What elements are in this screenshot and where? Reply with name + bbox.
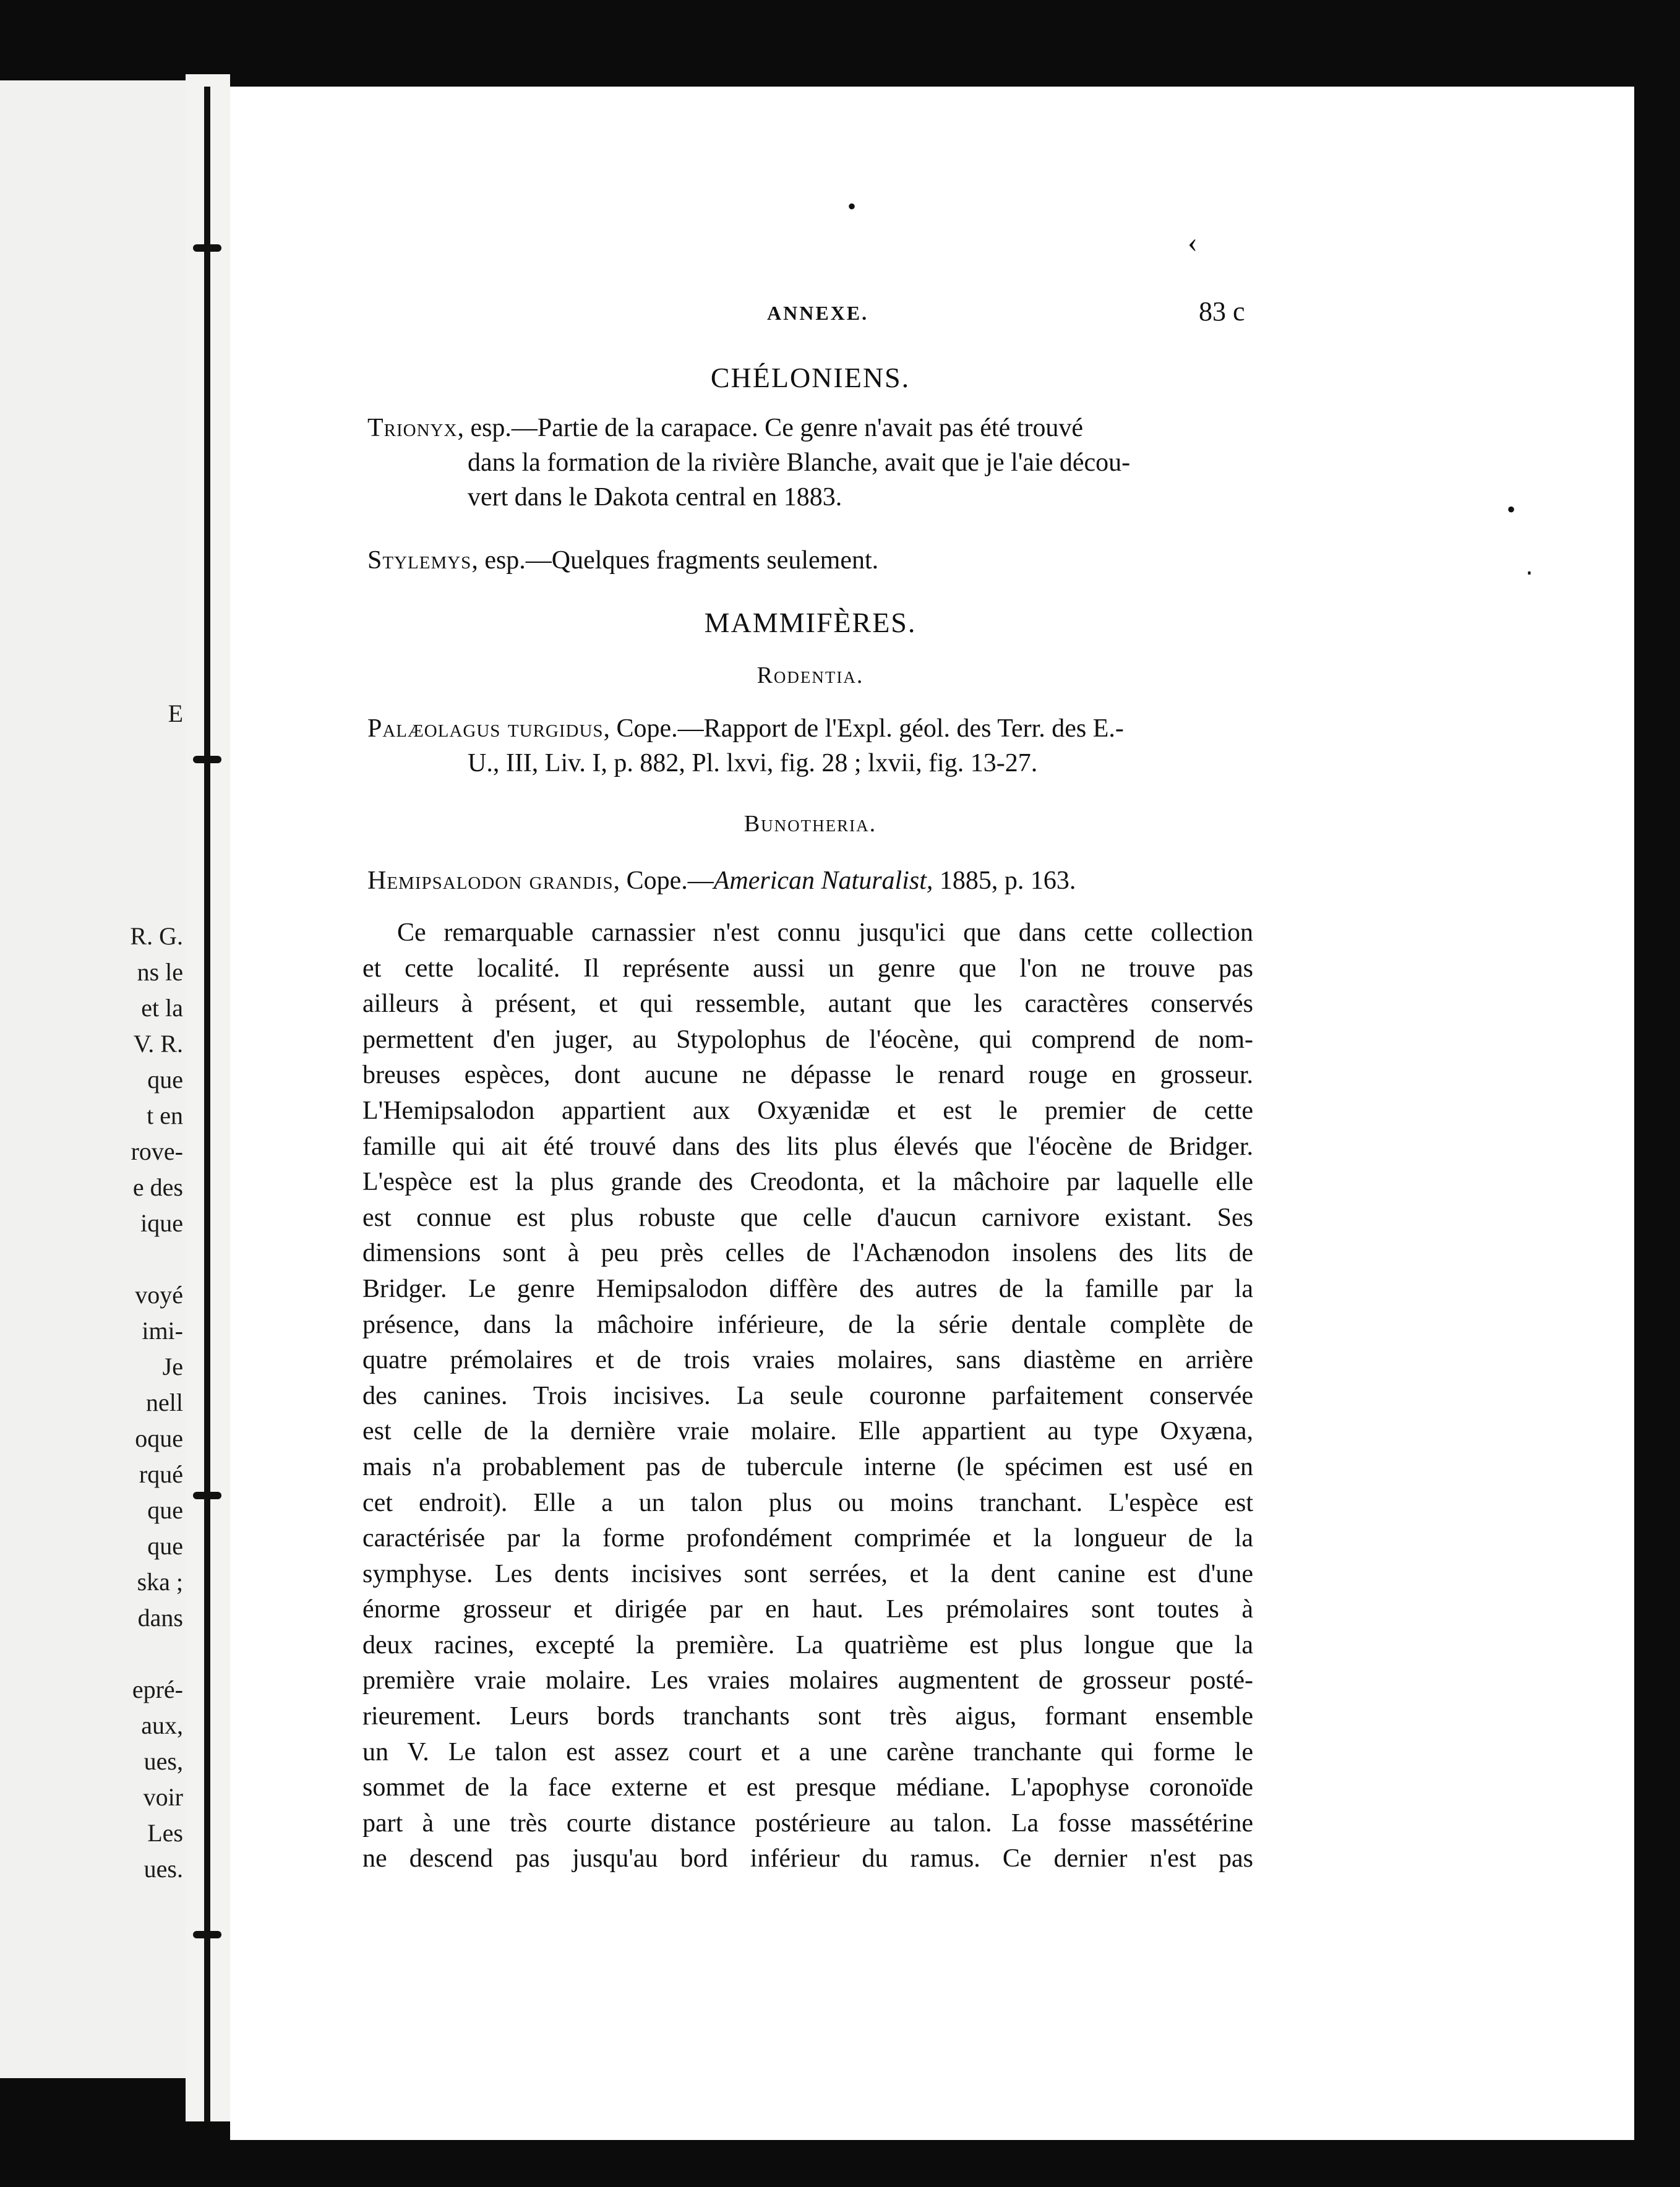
left-page-text-fragment: e des — [132, 1173, 183, 1201]
entry-stylemys — [367, 543, 1252, 578]
body-text-line: des canines. Trois incisives. La seule couronne parfaitement conservée — [362, 1381, 1253, 1410]
left-page-text-fragment: R. G. — [130, 922, 183, 950]
binding-thread-mark — [193, 244, 221, 252]
body-text-line: cet endroit). Elle a un talon plus ou moins tranchant. L'espèce est — [362, 1488, 1253, 1517]
genus-name: Stylemys — [367, 546, 472, 575]
left-page-text-fragment: V. R. — [133, 1030, 183, 1058]
entry-continuation-line: U., III, Liv. I, p. 882, Pl. lxvi, fig. 28 ; lxvii, fig. 13-27. — [468, 749, 1038, 777]
genus-name: Trionyx — [367, 414, 458, 442]
body-text-line: est celle de la dernière vraie molaire. Elle appartient au type Oxyæna, — [362, 1417, 1253, 1446]
entry-palaeolagus — [367, 711, 1252, 781]
entry-text: 1885, p. 163. — [933, 867, 1076, 895]
left-page-text-fragment: rqué — [139, 1460, 183, 1488]
body-text-line: mais n'a probablement pas de tubercule interne (le spécimen est usé en — [362, 1452, 1253, 1481]
entry-text: , Cope.— — [613, 867, 714, 895]
left-page-text-fragment: epré- — [132, 1676, 183, 1703]
body-text-line: permettent d'en juger, au Stypolophus de l'éocène, qui comprend de nom- — [362, 1025, 1253, 1054]
margin-dot-mark: • — [847, 192, 857, 220]
body-text-line: caractérisée par la forme profondément comprimée et la longueur de la — [362, 1524, 1253, 1553]
left-page-fragment — [0, 80, 186, 2078]
body-text-line: dimensions sont à peu près celles de l'Achænodon insolens des lits de — [362, 1239, 1253, 1268]
left-page-text-fragment: voyé — [135, 1281, 183, 1309]
section-title-cheloniens: CHÉLONIENS. — [710, 362, 911, 393]
body-text-line: un V. Le talon est assez court et a une carène tranchante qui forme le — [362, 1737, 1253, 1766]
body-text-line: Ce remarquable carnassier n'est connu jusqu'ici que dans cette collection — [397, 918, 1253, 947]
left-page-text-fragment: et la — [141, 994, 183, 1022]
binding-thread-mark — [193, 756, 221, 763]
left-page-text-fragment: voir — [143, 1783, 183, 1811]
left-page-text-fragment: t en — [147, 1102, 183, 1129]
body-text-line: L'Hemipsalodon appartient aux Oxyænidæ et est le premier de cette — [362, 1096, 1253, 1125]
body-text-line: est connue est plus robuste que celle d'aucun carnivore existant. Ses — [362, 1203, 1253, 1232]
entry-first-line — [367, 863, 1252, 898]
body-text-line: ailleurs à présent, et qui ressemble, autant que les caractères conservés — [362, 990, 1253, 1019]
margin-dot-mark: • — [1507, 495, 1516, 523]
margin-pencil-mark: ‹ — [1188, 226, 1198, 259]
body-text-line: breuses espèces, dont aucune ne dépasse le renard rouge en grosseur. — [362, 1061, 1253, 1090]
entry-continuation-line: vert dans le Dakota central en 1883. — [468, 483, 842, 511]
binding-shadow-line — [204, 87, 210, 2121]
entry-continuation-line: dans la formation de la rivière Blanche, avait que je l'aie décou- — [468, 448, 1131, 477]
entry-trionyx — [367, 411, 1252, 515]
genus-name: Hemipsalodon grandis — [367, 867, 614, 895]
left-page-text-fragment: rove- — [131, 1137, 183, 1165]
entry-first-line — [367, 711, 1252, 746]
left-page-text-fragment: que — [147, 1496, 183, 1524]
left-page-text-fragment: ska ; — [137, 1568, 183, 1596]
body-text-line: et cette localité. Il représente aussi un genre que l'on ne trouve pas — [362, 954, 1253, 983]
left-page-text-fragment: que — [147, 1066, 183, 1094]
body-text-line: famille qui ait été trouvé dans des lits plus élevés que l'éocène de Bridger. — [362, 1132, 1253, 1161]
running-header-title: ANNEXE. — [767, 302, 869, 324]
body-text-line: Bridger. Le genre Hemipsalodon diffère des autres de la famille par la — [362, 1274, 1253, 1303]
body-paragraph — [362, 915, 1253, 1877]
body-text-line: présence, dans la mâchoire inférieure, de la série dentale complète de — [362, 1310, 1253, 1339]
entry-hemipsalodon — [367, 863, 1252, 898]
body-text-line: L'espèce est la plus grande des Creodonta, et la mâchoire par laquelle elle — [362, 1168, 1253, 1197]
body-text-line: part à une très courte distance postérieure au talon. La fosse massétérine — [362, 1808, 1253, 1838]
left-page-text-fragment: ns le — [137, 958, 183, 986]
left-page-text-fragment: Les — [147, 1819, 183, 1847]
left-page-text-fragment: E — [168, 700, 183, 727]
binding-thread-mark — [193, 1492, 221, 1499]
left-page-text-fragment: aux, — [141, 1711, 183, 1739]
left-page-text-fragment: dans — [137, 1604, 183, 1632]
body-text-line: rieurement. Leurs bords tranchants sont très aigus, formant ensemble — [362, 1702, 1253, 1731]
left-page-text-fragment: nell — [146, 1389, 183, 1416]
entry-text: , esp.—Quelques fragments seulement. — [471, 546, 879, 575]
left-page-text-fragment: Je — [162, 1353, 183, 1380]
body-text-line: première vraie molaire. Les vraies molaires augmentent de grosseur posté- — [362, 1666, 1253, 1695]
left-page-text-fragment: ique — [140, 1209, 183, 1237]
entry-first-line — [367, 411, 1252, 445]
body-text-line: quatre prémolaires et de trois vraies molaires, sans diastème en arrière — [362, 1346, 1253, 1375]
entry-first-line — [367, 543, 1252, 578]
body-text-line: symphyse. Les dents incisives sont serrées, et la dent canine est d'une — [362, 1559, 1253, 1588]
page-number: 83 c — [1199, 296, 1245, 327]
body-text-line: ne descend pas jusqu'au bord inférieur du ramus. Ce dernier n'est pas — [362, 1844, 1253, 1873]
subsection-title-rodentia: Rodentia. — [756, 662, 864, 688]
left-page-text-fragment: imi- — [142, 1317, 183, 1345]
left-page-text-fragment: oque — [135, 1424, 183, 1452]
binding-thread-mark — [193, 1931, 221, 1938]
body-text-line: énorme grosseur et dirigée par en haut. Les prémolaires sont toutes à — [362, 1595, 1253, 1624]
left-page-text-fragment: ues. — [144, 1855, 183, 1883]
journal-title: American Naturalist, — [713, 867, 933, 895]
body-text-line: deux racines, excepté la première. La quatrième est plus longue que la — [362, 1630, 1253, 1659]
left-page-text-fragment: que — [147, 1532, 183, 1560]
genus-name: Palæolagus turgidus — [367, 714, 604, 743]
section-title-mammiferes: MAMMIFÈRES. — [704, 607, 917, 638]
margin-dot-mark: ‧ — [1525, 560, 1533, 588]
body-text-line: sommet de la face externe et est presque médiane. L'apophyse coronoïde — [362, 1773, 1253, 1802]
left-page-text-fragment: ues, — [144, 1747, 183, 1775]
subsection-title-bunotheria: Bunotheria. — [744, 811, 877, 837]
entry-text: , Cope.—Rapport de l'Expl. géol. des Terr. des E.- — [603, 714, 1124, 743]
entry-text: , esp.—Partie de la carapace. Ce genre n'avait pas été trouvé — [457, 414, 1084, 442]
